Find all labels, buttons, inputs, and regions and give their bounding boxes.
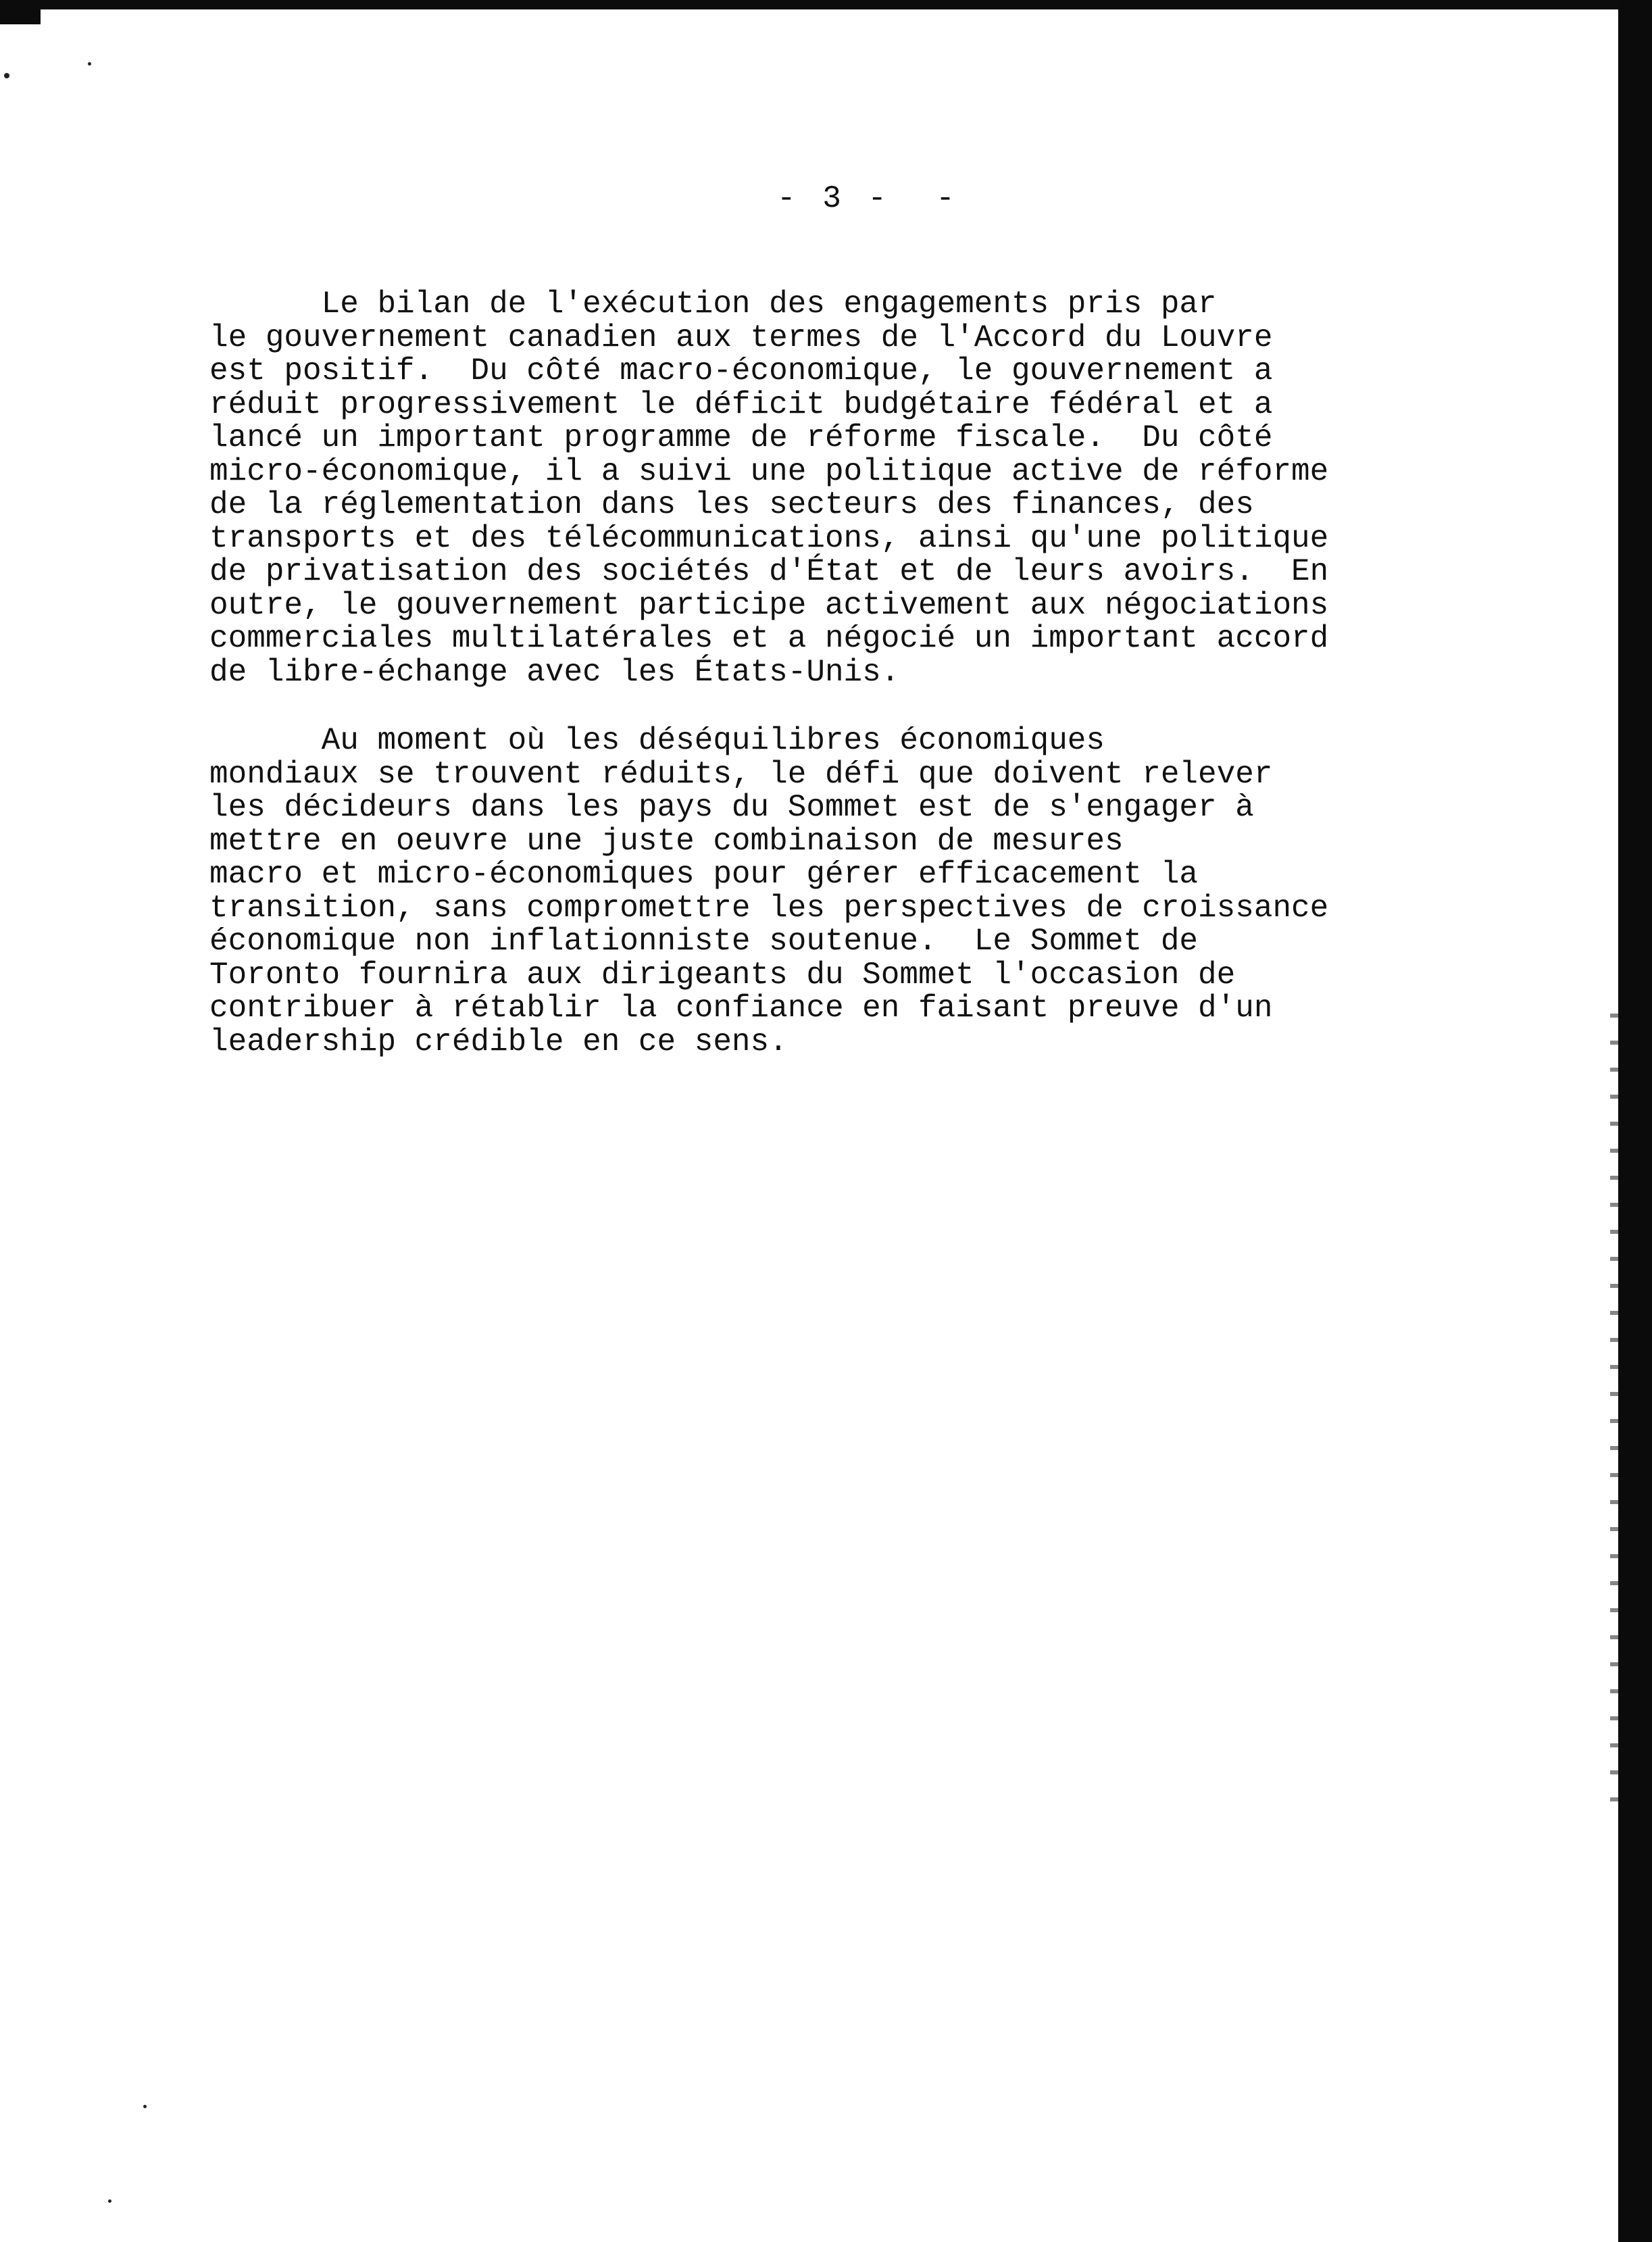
scan-right-edge: [1618, 0, 1652, 2242]
text-line: économique non inflationniste soutenue. Le Sommet de: [209, 924, 1199, 959]
text-line: le gouvernement canadien aux termes de l'Accord du Louvre: [209, 320, 1273, 355]
paragraph-2: [209, 724, 1466, 1059]
text-line: est positif. Du côté macro-économique, le gouvernement a: [209, 353, 1273, 389]
text-line: Le bilan de l'exécution des engagements pris par: [209, 287, 1217, 322]
text-line: Toronto fournira aux dirigeants du Sommet l'occasion de: [209, 957, 1236, 993]
text-line: de privatisation des sociétés d'État et de leurs avoirs. En: [209, 554, 1329, 589]
text-line: mettre en oeuvre une juste combinaison de mesures: [209, 823, 1124, 859]
scan-edge-speckle: [1610, 1014, 1618, 1824]
text-line: lancé un important programme de réforme fiscale. Du côté: [209, 420, 1273, 455]
scan-top-border: [0, 0, 1652, 9]
text-line: réduit progressivement le déficit budgétaire fédéral et a: [209, 387, 1273, 422]
scan-dot: [108, 2199, 111, 2203]
text-line: de la réglementation dans les secteurs des finances, des: [209, 487, 1254, 522]
text-line: Au moment où les déséquilibres économiques: [209, 723, 1105, 758]
text-line: macro et micro-économiques pour gérer efficacement la: [209, 857, 1199, 892]
text-line: contribuer à rétablir la confiance en faisant preuve d'un: [209, 991, 1273, 1026]
text-line: commerciales multilatérales et a négocié un important accord: [209, 621, 1329, 656]
scan-dot: [88, 62, 91, 66]
text-line: transports et des télécommunications, ainsi qu'une politique: [209, 520, 1329, 556]
paragraph-1: [209, 288, 1466, 689]
text-line: transition, sans compromettre les perspectives de croissance: [209, 890, 1329, 926]
text-line: micro-économique, il a suivi une politique active de réforme: [209, 453, 1329, 489]
scan-dot: [143, 2105, 147, 2108]
text-line: outre, le gouvernement participe activement aux négociations: [209, 587, 1329, 623]
text-line: mondiaux se trouvent réduits, le défi que doivent relever: [209, 756, 1273, 792]
text-line: de libre-échange avec les États-Unis.: [209, 654, 900, 690]
text-line: leadership crédible en ce sens.: [209, 1024, 788, 1060]
page-number: - 3 - -: [777, 181, 959, 216]
text-line: les décideurs dans les pays du Sommet est de s'engager à: [209, 790, 1254, 825]
scan-corner-mark: [0, 0, 41, 24]
scan-dot: [4, 73, 9, 78]
